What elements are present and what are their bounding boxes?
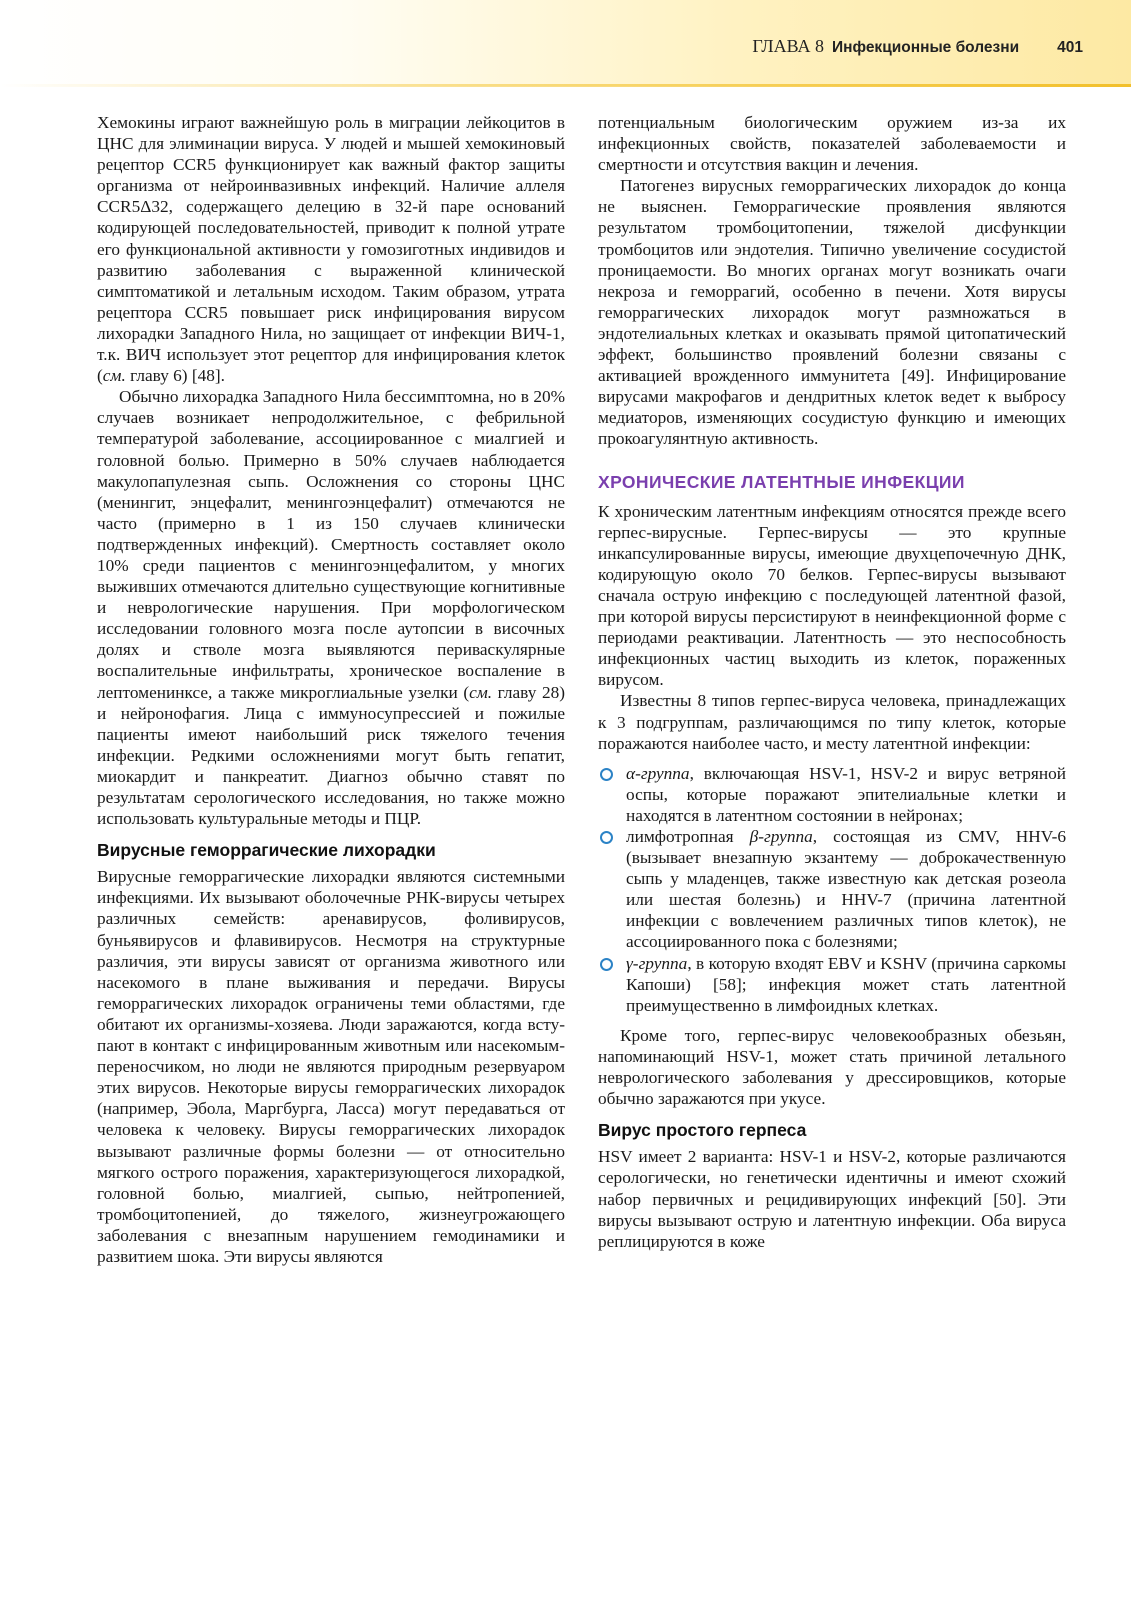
paragraph: Известны 8 типов герпес-вируса человека, принадлежащих к 3 подгруппам, различающимся по типу клеток, которые поражаются наиболее часто, и месту латентной инфекции: bbox=[598, 691, 1066, 753]
running-head bbox=[752, 36, 1083, 57]
header-rule bbox=[0, 84, 1131, 87]
paragraph: К хроническим латентным инфекциям относятся прежде всего герпес-вирусные. Герпес-вирусы — это крупные инкапсулированные вирусы, имеющие двухцепочечную ДНК, кодирующую около 70 белков. Герпес-вирусы вызывают сначала острую инфекцию с последующей латентной фазой, при которой вирусы персистируют в неинфекционной форме с периодами реактивации. Латентность — это неспособность инфекционных частиц выходить из клеток, пораженных вирусом. bbox=[598, 501, 1066, 690]
subsection-heading: Вирусные геморрагические лихорадки bbox=[97, 840, 436, 861]
left-column bbox=[97, 112, 565, 1267]
list-item: γ-группа, в которую входят EBV и KSHV (причина саркомы Капоши) [58]; инфекция может стать латентной преимущественно в лимфоидных клетках. bbox=[626, 953, 1066, 1016]
chapter-label: ГЛАВА 8 bbox=[752, 36, 824, 56]
right-column bbox=[598, 112, 1066, 1252]
subsection-heading: Вирус простого герпеса bbox=[598, 1120, 807, 1141]
bullet-icon bbox=[600, 831, 613, 844]
paragraph: HSV имеет 2 варианта: HSV-1 и HSV-2, которые различаются серологически, но генетически идентичны и имеют схожий набор первичных и рецидивирующих инфекций [50]. Эти вирусы вызывают острую и латентную инфекции. Оба вируса реплицируются в коже bbox=[598, 1147, 1066, 1251]
section-heading: ХРОНИЧЕСКИЕ ЛАТЕНТНЫЕ ИНФЕКЦИИ bbox=[598, 471, 965, 492]
page-number: 401 bbox=[1057, 39, 1083, 56]
paragraph: Хемокины играют важнейшую роль в миграции лейкоцитов в ЦНС для элиминации вируса. У людей и мышей хемокиновый рецептор CCR5 функционирует как важный фактор защиты организма от нейроинвазивных инфекций. Наличие аллеля CCR5Δ32, содержащего делецию в 32-й паре оснований кодирующей последовательностей, приводит к полной утрате его функциональной активности у гомозиготных индивидов и развитию заболевания с выраженной клинической симптоматикой и летальным исходом. Таким образом, утрата рецептора CCR5 повышает риск инфицирования вирусом лихорадки Западного Нила, но защищает от инфекции ВИЧ-1, т.к. ВИЧ использует этот рецептор для инфицирования клеток (см. главу 6) [48]. bbox=[97, 113, 565, 386]
bullet-list bbox=[598, 763, 1066, 1016]
paragraph: Обычно лихорадка Западного Нила бессимптомна, но в 20% случаев возникает непродолжительное, с фебрильной температурой заболевание, ассоциированное с миалгией и головной болью. Примерно в 50% случаев наблюдается макулопапулезная сыпь. Осложнения со стороны ЦНС (менингит, энцефалит, менингоэнцефалит) отмечаются не часто (примерно в 1 из 150 случаев клинически подтвержденных инфекций). Смертность составляет около 10% среди пациентов с менингоэнцефалитом, у многих выживших отмечаются длительно существующие когнитивные и неврологические нарушения. При морфологическом исследовании головного мозга после аутопсии в височных долях и стволе мозга выявляются периваскулярные воспалительные инфильтраты, хроническое воспаление в лептоменинксе, а также микроглиальные узелки (см. главу 28) и нейронофагия. Лица с иммуносупрессией и пожилые пациенты имеют наибольший риск тяжелого течения инфекции. Редкими осложнениями могут быть гепатит, миокардит и панкреатит. Диагноз обычно ставят по результатам серологического исследования, но также можно использовать культуральные методы и ПЦР. bbox=[97, 387, 566, 829]
paragraph: Кроме того, герпес-вирус человекообразных обезьян, напоминающий HSV-1, может стать причиной летального неврологического заболевания у дрессировщиков, которые обычно заражаются при укусе. bbox=[598, 1025, 1066, 1109]
paragraph: Вирусные геморрагические лихорадки являются системными инфекциями. Их вызывают оболочечные РНК-вирусы четырех различных семейств: аренавирусов, фоливирусов, буньявирусов и флавивирусов. Несмотря на структурные различия, эти вирусы зависят от организма животного или насекомого в плане выживания и передачи. Вирусы геморрагических лихорадок ограничены теми областями, где обитают их организмы-хозяева. Люди заражаются, когда вступают в контакт с инфицированным животным или насекомым-переносчиком, но люди не являются природным резервуаром этих вирусов. Некоторые вирусы геморрагических лихорадок (например, Эбола, Маргбурга, Ласса) могут передаваться от человека к человеку. Вирусы геморрагических лихорадок вызывают различные формы болезни — от относительно мягкого острого поражения, характеризующегося лихорадкой, головной болью, миалгией, сыпью, нейтропенией, тромбоцитопенией, до тяжелого, жизнеугрожающего заболевания с внезапным нарушением гемодинамики и развитием шока. Эти вирусы являются bbox=[97, 867, 565, 1266]
list-item: лимфотропная β-группа, состоящая из CMV, HHV-6 (вызывает внезапную экзантему — доброкачественную сыпь у младенцев, также известную как детская розеола или шестая болезнь) и HHV-7 (причина латентной инфекции с вовлечением различных типов клеток), не ассоциированного пока с болезнями; bbox=[626, 826, 1066, 953]
paragraph: потенциальным биологическим оружием из-за их инфекционных свойств, показателей заболеваемости и смертности и отсутствия вакцин и лечения. bbox=[598, 113, 1066, 175]
bullet-icon bbox=[600, 768, 613, 781]
paragraph: Патогенез вирусных геморрагических лихорадок до конца не выяснен. Геморрагические проявления являются результатом тромбоцитопении, тяжелой дисфункции тромбоцитов или эндотелия. Типично увеличение сосудистой проницаемости. Во многих органах могут возникать очаги некроза и геморрагий, особенно в печени. Хотя вирусы геморрагических лихорадок могут размножаться в эндотелиальных клетках и оказывать прямой цитопатический эффект, большинство проявлений болезни связаны с активацией врожденного иммунитета [49]. Инфицирование вирусами макрофагов и дендритных клеток ведет к выбросу медиаторов, изменяющих сосудистую функцию и имеющих прокоагулянтную активность. bbox=[598, 176, 1066, 449]
list-item: α-группа, включающая HSV-1, HSV-2 и вирус ветряной оспы, которые поражают эпителиальные клетки и находятся в латентном состоянии в нейронах; bbox=[626, 763, 1066, 826]
bullet-icon bbox=[600, 958, 613, 971]
chapter-title: Инфекционные болезни bbox=[831, 39, 1020, 56]
